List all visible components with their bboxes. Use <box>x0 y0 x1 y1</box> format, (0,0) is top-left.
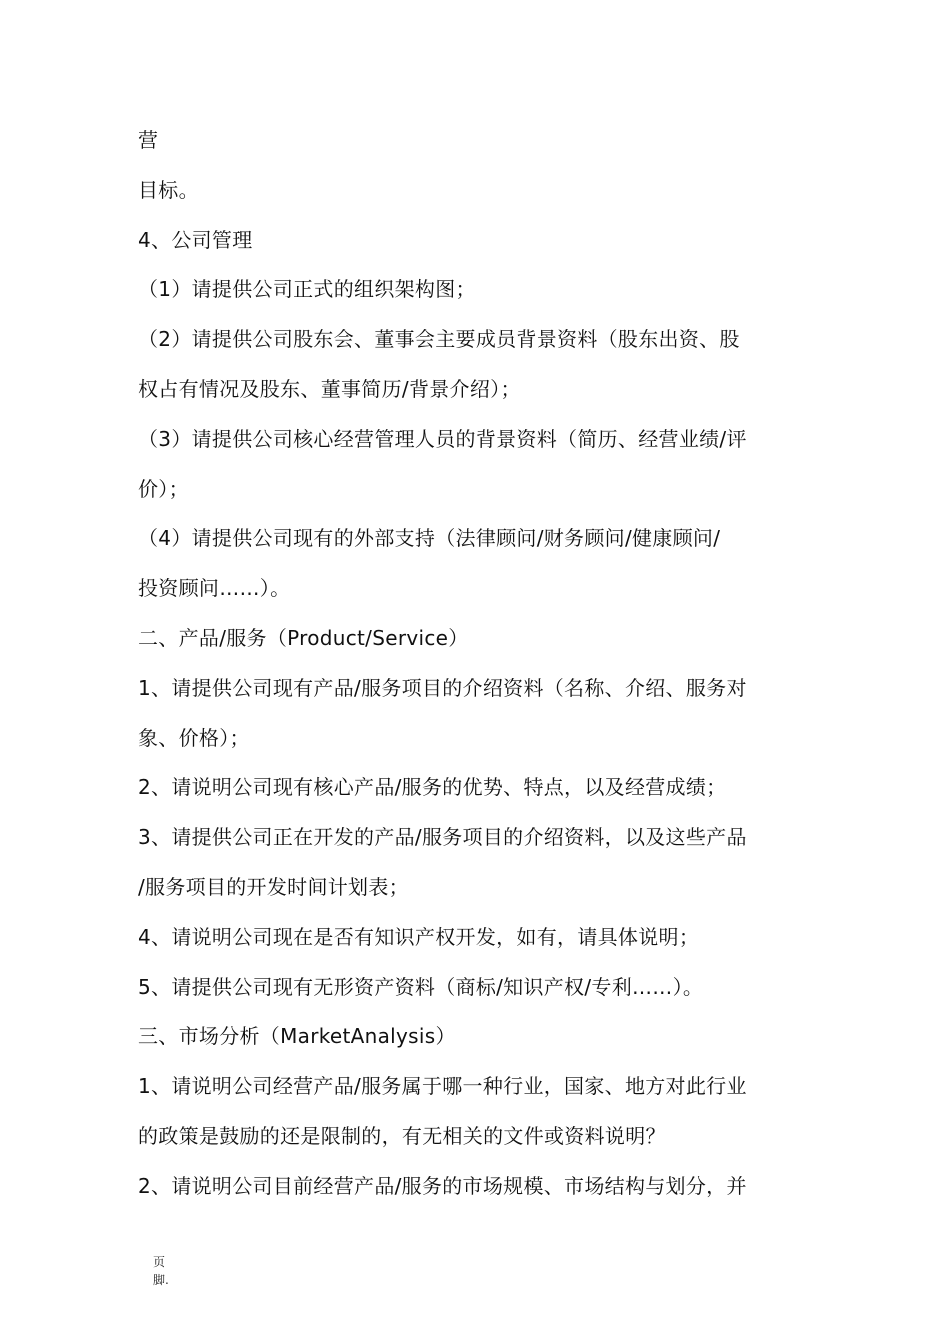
text-line: 2、请说明公司现有核心产品/服务的优势、特点，以及经营成绩； <box>138 775 727 800</box>
text-line: 目标。 <box>138 177 199 202</box>
page-footer <box>153 1253 169 1289</box>
document-body <box>138 120 818 1216</box>
text-line: 4、请说明公司现在是否有知识产权开发，如有，请具体说明； <box>138 924 700 949</box>
text-line: 5、请提供公司现有无形资产资料（商标/知识产权/专利……）。 <box>138 974 704 999</box>
text-line: 营 <box>138 128 159 152</box>
text-line: 象、价格）； <box>138 725 250 750</box>
text-line: 投资顾问……）。 <box>138 576 291 601</box>
text-line: 3、请提供公司正在开发的产品/服务项目的介绍资料，以及这些产品 <box>138 825 747 850</box>
text-line: 1、请说明公司经营产品/服务属于哪一种行业，国家、地方对此行业 <box>138 1074 747 1099</box>
section-heading: 三、市场分析（MarketAnalysis） <box>138 1024 456 1049</box>
text-line: （1）请提供公司正式的组织架构图； <box>138 277 476 302</box>
text-line: （4）请提供公司现有的外部支持（法律顾问/财务顾问/健康顾问/ <box>138 526 721 551</box>
text-line: 的政策是鼓励的还是限制的，有无相关的文件或资料说明？ <box>138 1123 666 1148</box>
footer-line: 脚. <box>153 1273 169 1287</box>
text-line: 权占有情况及股东、董事简历/背景介绍）； <box>138 376 521 401</box>
section-heading: 4、公司管理 <box>138 227 253 252</box>
text-line: （3）请提供公司核心经营管理人员的背景资料（简历、经营业绩/评 <box>138 426 747 451</box>
text-line: 2、请说明公司目前经营产品/服务的市场规模、市场结构与划分，并 <box>138 1173 747 1198</box>
text-line: 价）； <box>138 476 189 501</box>
section-heading: 二、产品/服务（Product/Service） <box>138 625 469 650</box>
footer-line: 页 <box>153 1255 166 1269</box>
text-line: /服务项目的开发时间计划表； <box>138 874 409 899</box>
text-line: 1、请提供公司现有产品/服务项目的介绍资料（名称、介绍、服务对 <box>138 675 747 700</box>
text-line: （2）请提供公司股东会、董事会主要成员背景资料（股东出资、股 <box>138 327 740 352</box>
